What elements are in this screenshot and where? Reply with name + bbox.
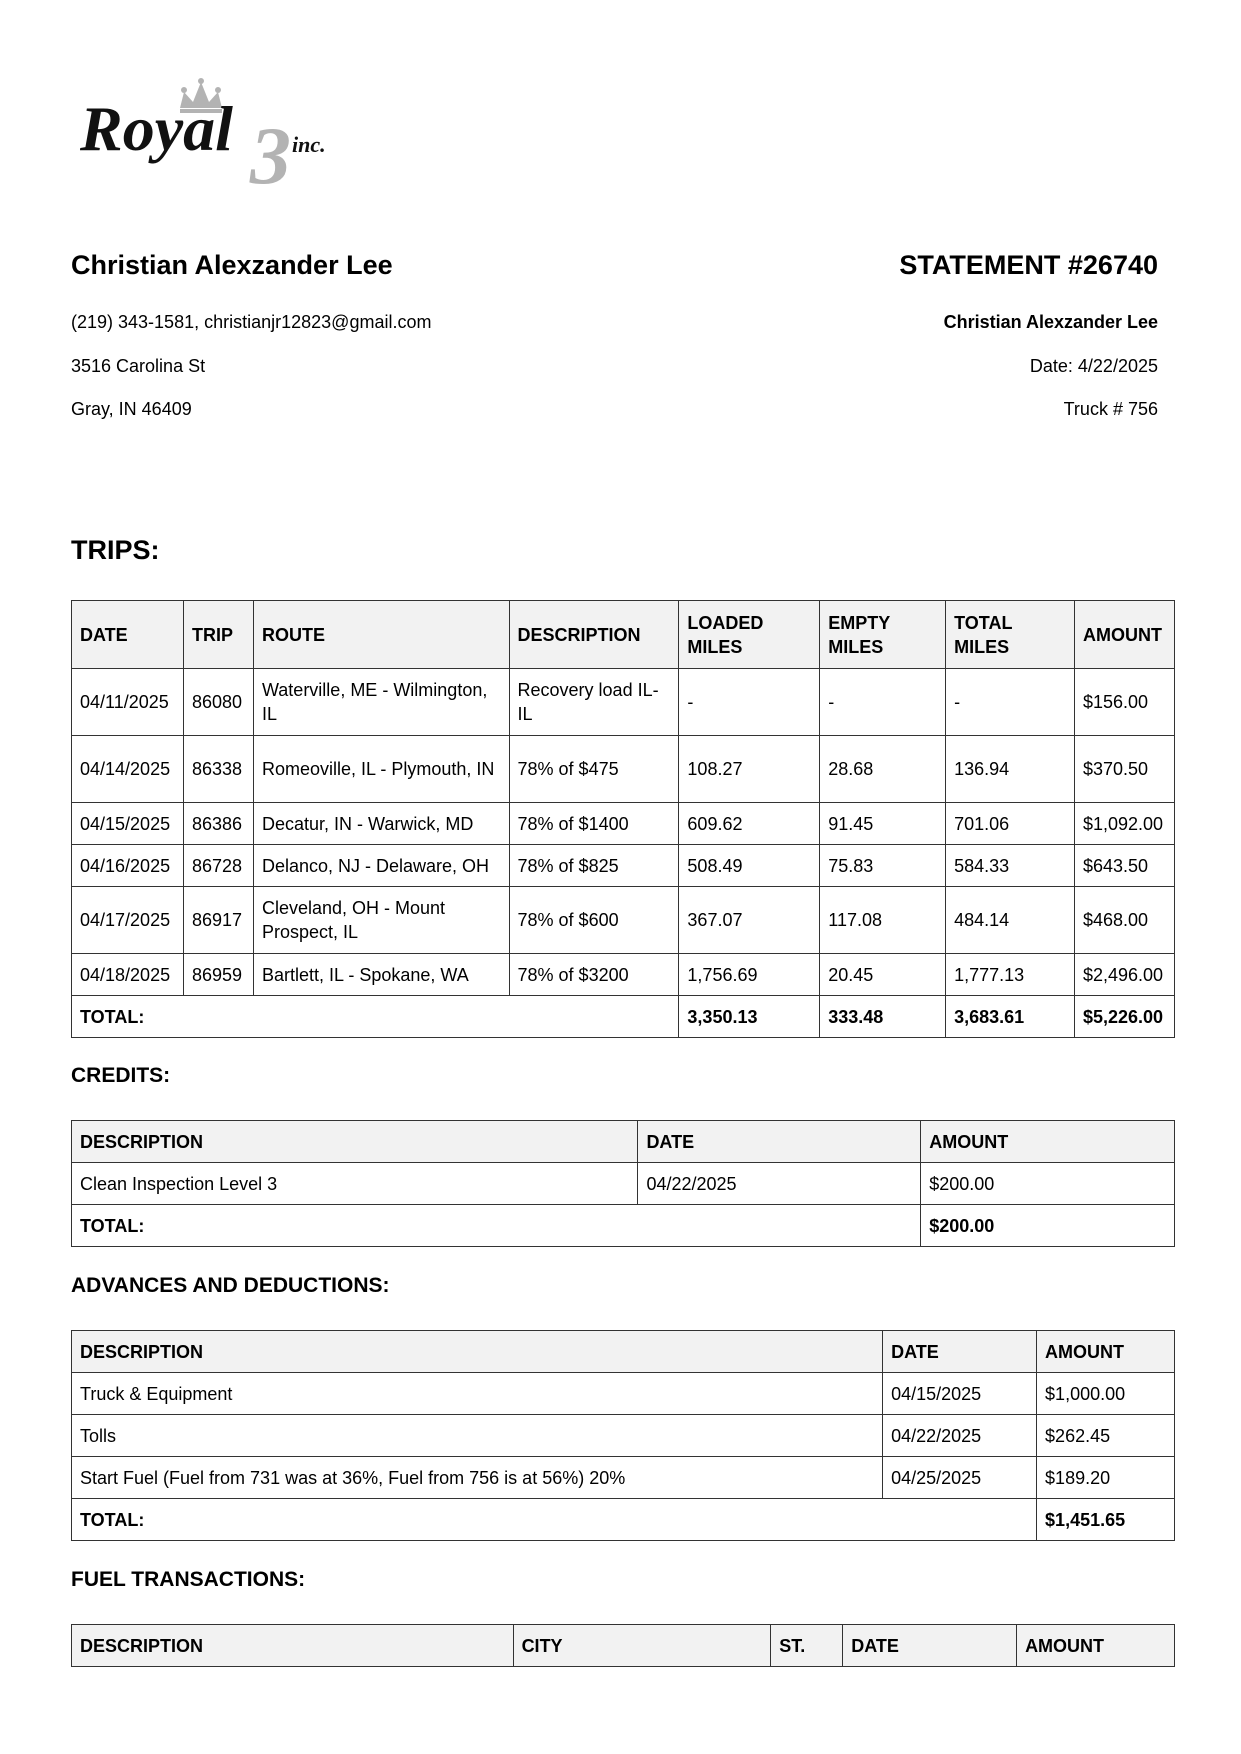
cell: 04/15/2025 (883, 1373, 1037, 1415)
total-amount: $1,451.65 (1037, 1499, 1175, 1541)
cell: Recovery load IL-IL (509, 669, 679, 736)
col-trip: TRIP (183, 601, 253, 669)
table-header-row (72, 1121, 1175, 1163)
cell: 584.33 (946, 845, 1075, 887)
cell: - (679, 669, 820, 736)
col-loaded-miles: LOADED MILES (679, 601, 820, 669)
cell: $189.20 (1037, 1457, 1175, 1499)
cell: 609.62 (679, 803, 820, 845)
cell: $2,496.00 (1074, 954, 1174, 996)
total-amount: $200.00 (921, 1205, 1175, 1247)
cell: 701.06 (946, 803, 1075, 845)
fuel-table (71, 1624, 1175, 1667)
total-label: TOTAL: (72, 1499, 1037, 1541)
total-label: TOTAL: (72, 996, 679, 1038)
trips-total-row (72, 996, 1175, 1038)
cell: 108.27 (679, 736, 820, 803)
cell: Clean Inspection Level 3 (72, 1163, 638, 1205)
table-row (72, 1415, 1175, 1457)
cell: 86386 (183, 803, 253, 845)
logo-suffix: inc. (292, 132, 326, 157)
cell: 78% of $825 (509, 845, 679, 887)
advances-table (71, 1330, 1175, 1541)
table-row (72, 1163, 1175, 1205)
col-city: CITY (513, 1625, 771, 1667)
cell: $156.00 (1074, 669, 1174, 736)
col-date: DATE (843, 1625, 1017, 1667)
trips-heading: TRIPS: (71, 535, 160, 565)
driver-city: Gray, IN 46409 (71, 399, 192, 419)
cell: 78% of $3200 (509, 954, 679, 996)
total-label: TOTAL: (72, 1205, 921, 1247)
driver-name: Christian Alexzander Lee (71, 250, 393, 280)
cell: $200.00 (921, 1163, 1175, 1205)
driver-street: 3516 Carolina St (71, 356, 206, 376)
cell: - (946, 669, 1075, 736)
cell: 04/22/2025 (883, 1415, 1037, 1457)
cell: Start Fuel (Fuel from 731 was at 36%, Fuel from 756 is at 56%) 20% (72, 1457, 883, 1499)
col-date: DATE (638, 1121, 921, 1163)
cell: $1,092.00 (1074, 803, 1174, 845)
table-row (72, 1373, 1175, 1415)
cell: $468.00 (1074, 887, 1174, 954)
col-amount: AMOUNT (1037, 1331, 1175, 1373)
cell: 117.08 (820, 887, 946, 954)
total-loaded-miles: 3,350.13 (679, 996, 820, 1038)
table-row (72, 1457, 1175, 1499)
col-date: DATE (72, 601, 184, 669)
cell: 1,756.69 (679, 954, 820, 996)
cell: 136.94 (946, 736, 1075, 803)
cell: Truck & Equipment (72, 1373, 883, 1415)
cell: 20.45 (820, 954, 946, 996)
table-row (72, 845, 1175, 887)
cell: 86338 (183, 736, 253, 803)
trips-table (71, 600, 1175, 1038)
table-row (72, 954, 1175, 996)
cell: 86917 (183, 887, 253, 954)
credits-table (71, 1120, 1175, 1247)
cell: 04/22/2025 (638, 1163, 921, 1205)
col-state: ST. (771, 1625, 843, 1667)
table-row (72, 669, 1175, 736)
cell: 91.45 (820, 803, 946, 845)
cell: 86080 (183, 669, 253, 736)
cell: 86728 (183, 845, 253, 887)
cell: 04/14/2025 (72, 736, 184, 803)
advances-heading: ADVANCES AND DEDUCTIONS: (71, 1274, 390, 1297)
table-header-row (72, 1331, 1175, 1373)
total-empty-miles: 333.48 (820, 996, 946, 1038)
col-empty-miles: EMPTY MILES (820, 601, 946, 669)
statement-name: Christian Alexzander Lee (943, 312, 1158, 332)
cell: Delanco, NJ - Delaware, OH (253, 845, 509, 887)
col-total-miles: TOTAL MILES (946, 601, 1075, 669)
table-row (72, 803, 1175, 845)
cell: Tolls (72, 1415, 883, 1457)
cell: 484.14 (946, 887, 1075, 954)
col-description: DESCRIPTION (72, 1121, 638, 1163)
cell: 75.83 (820, 845, 946, 887)
royal3-logo (80, 78, 380, 190)
cell: Bartlett, IL - Spokane, WA (253, 954, 509, 996)
cell: Romeoville, IL - Plymouth, IN (253, 736, 509, 803)
total-amount: $5,226.00 (1074, 996, 1174, 1038)
driver-contact: (219) 343-1581, christianjr12823@gmail.com (71, 312, 432, 332)
cell: $370.50 (1074, 736, 1174, 803)
cell: $643.50 (1074, 845, 1174, 887)
cell: 04/11/2025 (72, 669, 184, 736)
col-amount: AMOUNT (1074, 601, 1174, 669)
col-description: DESCRIPTION (509, 601, 679, 669)
credits-heading: CREDITS: (71, 1064, 171, 1087)
fuel-heading: FUEL TRANSACTIONS: (71, 1568, 306, 1591)
col-amount: AMOUNT (1017, 1625, 1175, 1667)
table-row (72, 887, 1175, 954)
cell: $1,000.00 (1037, 1373, 1175, 1415)
cell: Decatur, IN - Warwick, MD (253, 803, 509, 845)
cell: 508.49 (679, 845, 820, 887)
logo-number: 3 (250, 110, 291, 190)
table-header-row (72, 601, 1175, 669)
statement-title: STATEMENT #26740 (899, 250, 1158, 280)
cell: 367.07 (679, 887, 820, 954)
cell: 04/25/2025 (883, 1457, 1037, 1499)
logo-wordmark: Royal (80, 93, 233, 164)
cell: 86959 (183, 954, 253, 996)
total-miles: 3,683.61 (946, 996, 1075, 1038)
table-header-row (72, 1625, 1175, 1667)
statement-date: Date: 4/22/2025 (1029, 356, 1158, 376)
cell: Waterville, ME - Wilmington, IL (253, 669, 509, 736)
table-row (72, 736, 1175, 803)
col-route: ROUTE (253, 601, 509, 669)
cell: Cleveland, OH - Mount Prospect, IL (253, 887, 509, 954)
cell: - (820, 669, 946, 736)
cell: 78% of $475 (509, 736, 679, 803)
credits-total-row (72, 1205, 1175, 1247)
cell: 04/18/2025 (72, 954, 184, 996)
cell: 04/15/2025 (72, 803, 184, 845)
cell: 28.68 (820, 736, 946, 803)
cell: $262.45 (1037, 1415, 1175, 1457)
col-description: DESCRIPTION (72, 1625, 514, 1667)
col-date: DATE (883, 1331, 1037, 1373)
cell: 1,777.13 (946, 954, 1075, 996)
statement-truck: Truck # 756 (1063, 399, 1158, 419)
cell: 04/17/2025 (72, 887, 184, 954)
cell: 78% of $600 (509, 887, 679, 954)
cell: 78% of $1400 (509, 803, 679, 845)
col-amount: AMOUNT (921, 1121, 1175, 1163)
advances-total-row (72, 1499, 1175, 1541)
col-description: DESCRIPTION (72, 1331, 883, 1373)
cell: 04/16/2025 (72, 845, 184, 887)
